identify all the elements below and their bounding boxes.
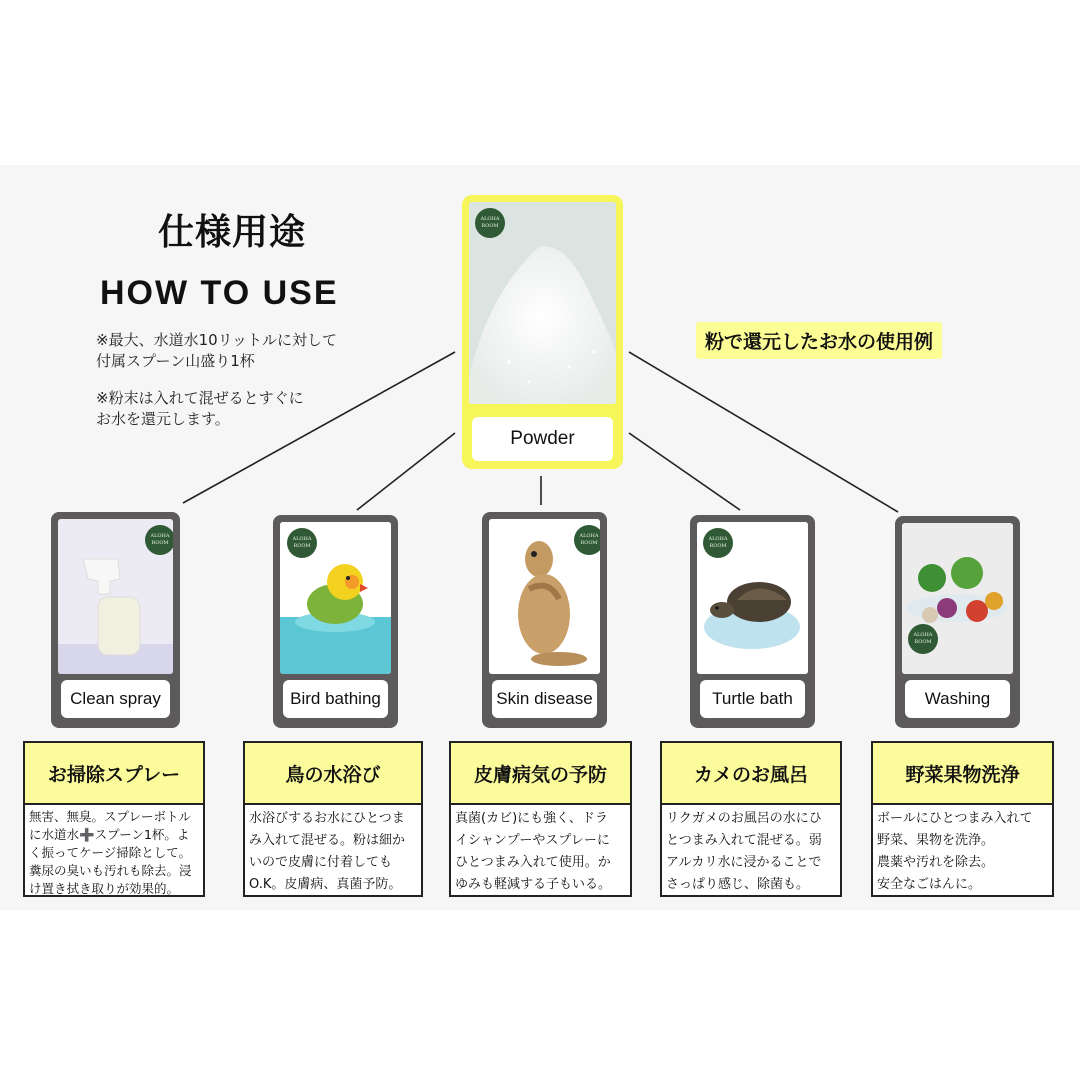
box-line: さっぱり感じ、除菌も。 [666,877,810,892]
vegetables-photo [902,523,1013,674]
spray-bottle-photo [58,519,173,674]
washing-label: Washing [905,680,1010,718]
title-japanese: 仕様用途 [158,212,307,253]
box-line: イシャンプーやスプレーに [455,833,610,848]
description-box-clean-spray [23,741,205,897]
box-line: ゆみも軽減する子もいる。 [455,877,612,892]
box-body [245,805,421,899]
usage-note-2 [96,388,304,430]
box-body [25,805,203,901]
description-box-skin-disease [449,741,632,897]
aloha-room-logo: ALOHA ROOM [703,528,733,558]
box-line: とつまみ入れて混ぜる。弱 [666,833,822,848]
usage-note-1-line1: ※最大、水道水10リットルに対して [96,331,338,349]
aloha-room-logo: ALOHA ROOM [145,525,173,555]
box-body [451,805,630,899]
box-line: け置き拭き取りが効果的。 [29,881,180,896]
aloha-room-logo: ALOHA ROOM [574,525,600,555]
meerkat-photo [489,519,600,674]
powder-label: Powder [472,417,613,461]
box-title: お掃除スプレー [25,743,203,805]
box-line: 安全なごはんに。 [877,877,982,892]
box-line: 糞尿の臭いも汚れも除去。浸 [29,863,192,878]
box-line: アルカリ水に浸かることで [666,855,822,870]
box-line: く振ってケージ掃除として。 [29,845,192,860]
bird-bathing-label: Bird bathing [283,680,388,718]
box-line: いので皮膚に付着しても [249,855,393,870]
title-english: HOW TO USE [100,274,339,312]
box-line: 農薬や汚れを除去。 [877,855,995,870]
box-line: 真菌(カビ)にも強く、ドラ [455,811,608,826]
box-line: ひとつまみ入れて使用。か [455,855,611,870]
clean-spray-card [51,512,180,728]
box-title: 皮膚病気の予防 [451,743,630,805]
turtle-bath-card [690,515,815,728]
usage-note-1 [96,330,337,372]
box-title: 野菜果物洗浄 [873,743,1052,805]
box-line: ボールにひとつまみ入れて [877,811,1033,826]
bird-photo [280,522,391,674]
usage-note-2-line2: お水を還元します。 [96,410,230,428]
usage-note-2-line1: ※粉末は入れて混ぜるとすぐに [96,389,304,407]
aloha-room-logo: ALOHA ROOM [475,208,505,238]
description-box-washing [871,741,1054,897]
clean-spray-label: Clean spray [61,680,170,718]
box-body [662,805,840,899]
box-line: に水道水➕スプーン1杯。よ [29,827,190,842]
box-line: O.K。皮膚病、真菌予防。 [249,877,402,892]
powder-photo [469,202,616,404]
box-line: 野菜、果物を洗浄。 [877,833,995,848]
turtle-photo [697,522,808,674]
description-box-turtle-bath [660,741,842,897]
box-title: カメのお風呂 [662,743,840,805]
box-line: リクガメのお風呂の水にひ [666,811,822,826]
usage-note-1-line2: 付属スプーン山盛り1杯 [96,352,255,370]
washing-card [895,516,1020,728]
powder-card [462,195,623,469]
aloha-room-logo: ALOHA ROOM [908,624,938,654]
box-line: 水浴びするお水にひとつま [249,811,405,826]
box-line: 無害、無臭。スプレーボトル [29,809,192,824]
box-body [873,805,1052,899]
box-title: 鳥の水浴び [245,743,421,805]
box-line: み入れて混ぜる。粉は細か [249,833,406,848]
description-box-bird-bathing [243,741,423,897]
skin-disease-label: Skin disease [492,680,597,718]
aloha-room-logo: ALOHA ROOM [287,528,317,558]
usage-example-label: 粉で還元したお水の使用例 [696,322,942,359]
skin-disease-card [482,512,607,728]
bird-bathing-card [273,515,398,728]
turtle-bath-label: Turtle bath [700,680,805,718]
